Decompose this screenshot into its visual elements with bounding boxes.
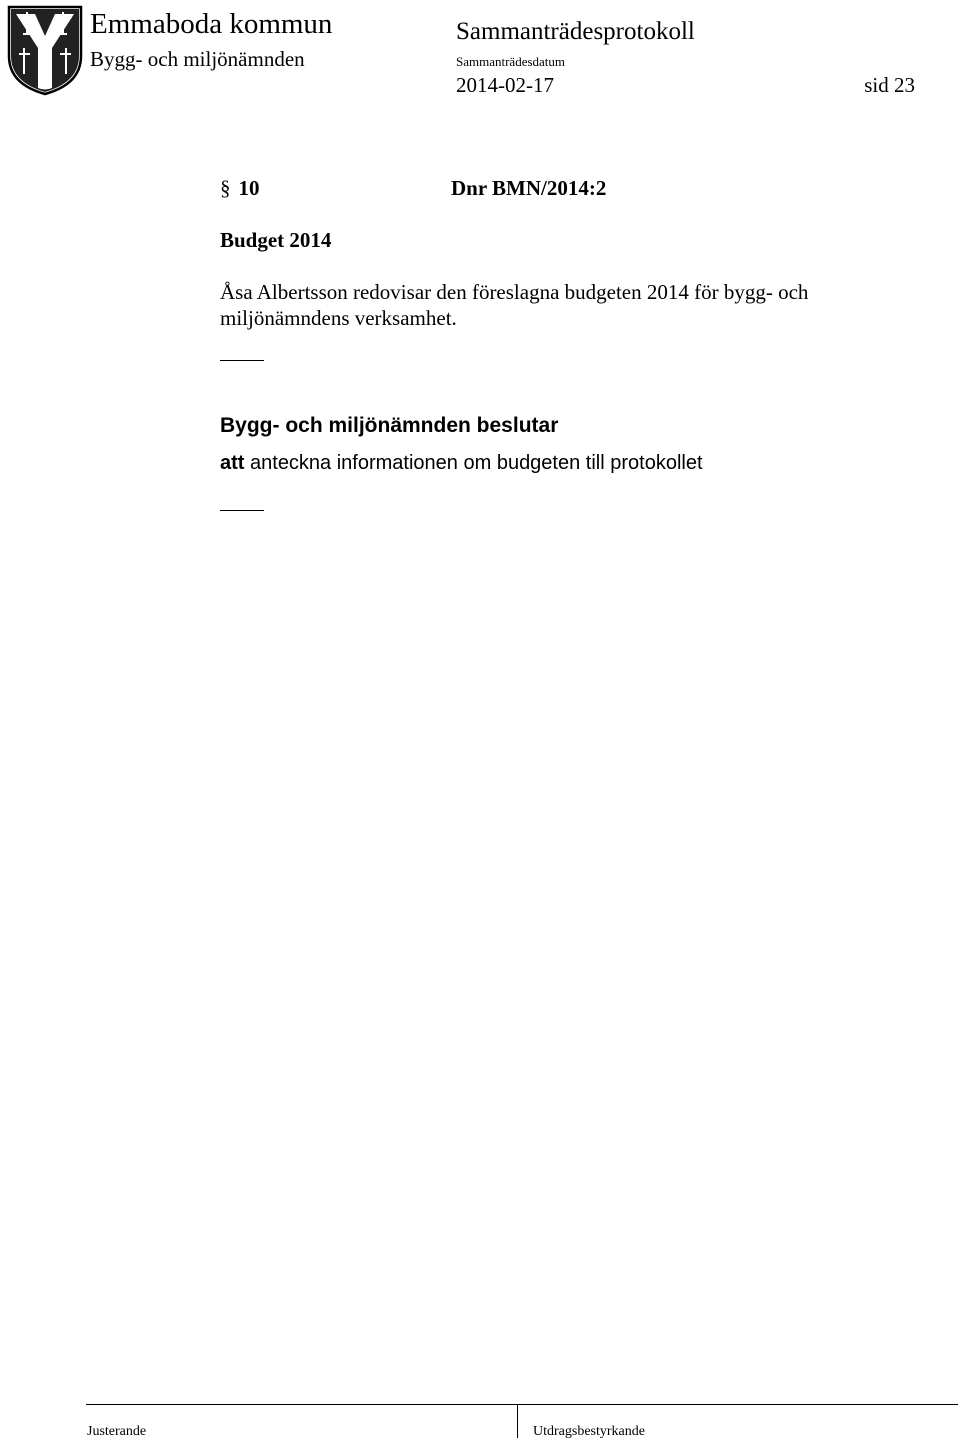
decision-heading: Bygg- och miljönämnden beslutar — [220, 414, 559, 437]
paragraph-number-value: 10 — [238, 176, 260, 200]
paragraph-sign: § — [220, 176, 231, 200]
meeting-date-label: Sammanträdesdatum — [456, 54, 566, 69]
paragraph-number — [220, 174, 260, 202]
decision-keyword: att — [220, 452, 245, 474]
coat-of-arms-icon — [6, 4, 84, 96]
diary-number: Dnr BMN/2014:2 — [451, 176, 607, 200]
document-title: Sammanträdesprotokoll — [456, 18, 695, 45]
decision-text — [220, 450, 703, 476]
body-text-line: Åsa Albertsson redovisar den föreslagna budgeten 2014 för bygg- och — [220, 280, 809, 304]
meeting-date: 2014-02-17 — [456, 73, 554, 97]
board-name: Bygg- och miljönämnden — [90, 47, 305, 71]
footer-label-utdragsbestyrkande: Utdragsbestyrkande — [533, 1424, 645, 1439]
footer-rule — [86, 1404, 958, 1405]
body-text-line: miljönämndens verksamhet. — [220, 306, 457, 330]
footer-label-justerande: Justerande — [87, 1424, 147, 1439]
separator-line — [220, 360, 264, 361]
separator-line — [220, 510, 264, 511]
organization-name: Emmaboda kommun — [90, 8, 333, 40]
decision-body: anteckna informationen om budgeten till protokollet — [244, 452, 703, 474]
page-number: sid 23 — [864, 73, 915, 97]
section-subject: Budget 2014 — [220, 228, 332, 252]
footer-divider — [517, 1404, 518, 1438]
